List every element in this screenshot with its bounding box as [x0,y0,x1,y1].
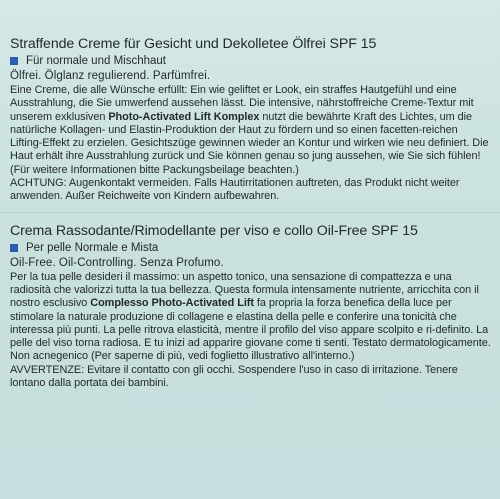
italian-section [0,223,500,391]
german-description [10,84,492,177]
german-warning-label: ACHTUNG: [10,177,67,190]
german-skin-type-label: Für normale und Mischhaut [26,55,166,67]
italian-warning-label: AVVERTENZE: [10,363,85,376]
italian-skin-type [10,241,492,255]
italian-warning: AVVERTENZE: Evitare il contatto con gli occhi. Sospendere l'uso in caso di irritazione. Tenere lontano dalla portata dei bambini. [10,363,458,390]
italian-title: Crema Rassodante/Rimodellante per viso e collo Oil-Free SPF 15 [10,222,418,239]
german-title: Straffende Creme für Gesicht und Dekolletee Ölfrei SPF 15 [10,36,377,52]
italian-highlight: Complesso Photo-Activated Lift [90,297,254,310]
german-skin-type [10,54,492,68]
german-highlight: Photo-Activated Lift Komplex [108,110,260,123]
german-warning: ACHTUNG: Augenkontakt vermeiden. Falls Hautirritationen auftreten, das Produkt nicht weiter anwenden. Außer Reichweite von Kindern aufbewahren. [10,177,460,203]
square-bullet-icon [10,244,18,252]
german-description-text: Eine Creme, die alle Wünsche erfüllt: Ein wie geliftet er Look, ein straffes Hautgefühl und eine Ausstrahlung, die Sie umwerfend aussehen lässt. Die intensive, nährstoffreiche Creme-Textur mit unserem exklusiven Photo-Activated Lift Komplex nutzt die bewährte Kraft des Lichtes, um die natürliche Kollagen- und Elastin-Produktion der Haut zu fördern und so einen facetten-reichen Lifting-Effekt zu erzielen. Gesichtszüge gewinnen wieder an Kontur und wirken wie neu definiert. Die Haut erhält ihre Ausstrahlung zurück und Sie können genau so jung aussehen, wie Sie sich fühlen! (Für weitere Informationen bitte Packungsbeilage beachten.) [10,84,489,176]
german-tagline: Ölfrei. Ölglanz regulierend. Parfümfrei. [10,70,211,82]
italian-skin-type-label: Per pelle Normale e Mista [26,241,159,254]
square-bullet-icon [10,57,18,65]
italian-description [10,271,492,364]
section-divider [0,212,500,213]
italian-tagline: Oil-Free. Oil-Controlling. Senza Profumo. [10,256,224,269]
german-section [0,36,500,204]
italian-description-text: Per la tua pelle desideri il massimo: un aspetto tonico, una sensazione di compattezza e una radiosità che valorizzi tutta la tua bellezza. Questa formula intensamente nutriente, arricchita con il nostro esclusivo Complesso Photo-Activated Lift fa propria la forza benefica della luce per stimolare la naturale produzione di collagene e elastina della pelle e conferire una tonicità che interessa più punti. La pelle ritrova elasticità, mentre il profilo del viso appare scolpito e ri-definito. La pelle del viso torna radiosa. E tu inizi ad apparire giovane come ti senti. Testato dermatologicamente. Non acnegenico (Per saperne di più, vedi foglietto illustrativo all'interno.) [10,270,491,363]
